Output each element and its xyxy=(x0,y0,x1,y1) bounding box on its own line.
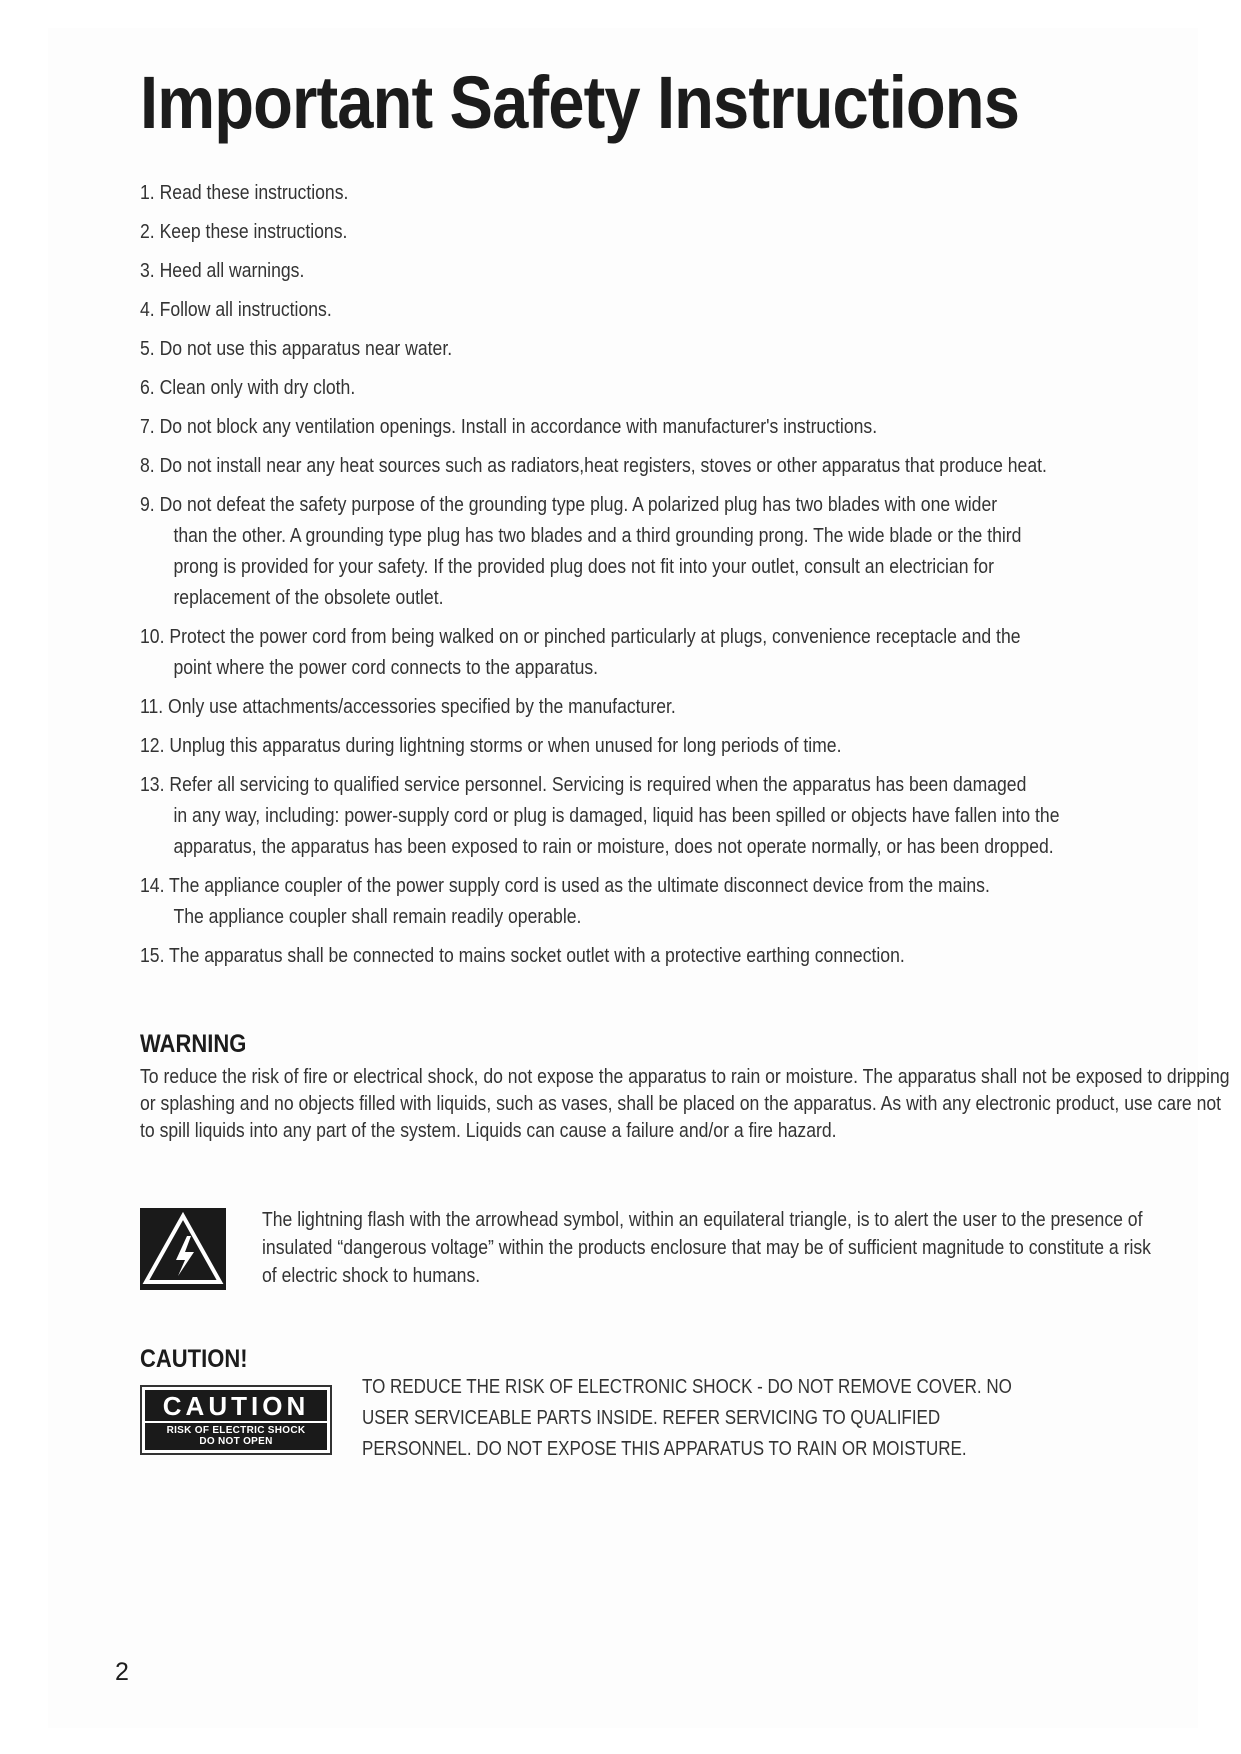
lightning-triangle-icon xyxy=(140,1208,226,1290)
instruction-item xyxy=(140,373,1080,404)
instruction-text: 1. Read these instructions. xyxy=(140,182,349,204)
instruction-item xyxy=(140,731,1080,762)
instruction-text: 12. Unplug this apparatus during lightning storms or when unused for long periods of time. xyxy=(140,735,842,757)
instruction-text: 4. Follow all instructions. xyxy=(140,299,332,321)
instructions-list xyxy=(140,178,1080,980)
instruction-item xyxy=(140,295,1080,326)
instruction-continuation: point where the power cord connects to the apparatus. xyxy=(173,657,599,679)
instruction-item xyxy=(140,490,1080,614)
instruction-item xyxy=(140,451,1080,482)
instruction-item xyxy=(140,334,1080,365)
instruction-text: 6. Clean only with dry cloth. xyxy=(140,377,356,399)
instruction-text: 9. Do not defeat the safety purpose of the grounding type plug. A polarized plug has two blades with one wider xyxy=(140,494,998,516)
caution-label-line-1: RISK OF ELECTRIC SHOCK xyxy=(166,1425,306,1436)
caution-label-line-2: DO NOT OPEN xyxy=(199,1436,273,1447)
instruction-item xyxy=(140,412,1080,443)
instruction-text: 5. Do not use this apparatus near water. xyxy=(140,338,453,360)
instruction-text: 10. Protect the power cord from being walked on or pinched particularly at plugs, convenience receptacle and the xyxy=(140,626,1021,648)
caution-label-title: CAUTION xyxy=(162,1391,310,1421)
instruction-text: 2. Keep these instructions. xyxy=(140,221,348,243)
warning-text: To reduce the risk of fire or electrical shock, do not expose the apparatus to rain or moisture. The apparatus shall not be exposed to dripping or splashing and no objects filled with liquids, such as vases, shall be placed on the apparatus. As with any electronic product, use care not to spill liquids into any part of the system. Liquids can cause a failure and/or a fire hazard. xyxy=(140,1066,1230,1142)
instruction-item xyxy=(140,256,1080,287)
page-number: 2 xyxy=(115,1658,129,1686)
instruction-text: 8. Do not install near any heat sources such as radiators,heat registers, stoves or other apparatus that produce heat. xyxy=(140,455,1047,477)
page-title: Important Safety Instructions xyxy=(140,61,1020,144)
instruction-item xyxy=(140,217,1080,248)
instruction-continuation: The appliance coupler shall remain readily operable. xyxy=(173,906,582,928)
instruction-item xyxy=(140,178,1080,209)
instruction-continuation: prong is provided for your safety. If the provided plug does not fit into your outlet, consult an electrician for xyxy=(173,556,994,578)
instruction-text: 3. Heed all warnings. xyxy=(140,260,305,282)
instruction-continuation: in any way, including: power-supply cord or plug is damaged, liquid has been spilled or objects have fallen into the xyxy=(173,805,1060,827)
caution-label-divider xyxy=(145,1421,327,1423)
instruction-item xyxy=(140,622,1080,684)
warning-heading: WARNING xyxy=(140,1030,247,1058)
instruction-text: 13. Refer all servicing to qualified service personnel. Servicing is required when the apparatus has been damaged xyxy=(140,774,1027,796)
instruction-text: 14. The appliance coupler of the power supply cord is used as the ultimate disconnect device from the mains. xyxy=(140,875,990,897)
instruction-continuation: replacement of the obsolete outlet. xyxy=(173,587,444,609)
instruction-item xyxy=(140,941,1080,972)
caution-text: TO REDUCE THE RISK OF ELECTRONIC SHOCK - DO NOT REMOVE COVER. NO USER SERVICEABLE PARTS INSIDE. REFER SERVICING TO QUALIFIED PERSONNEL. DO NOT EXPOSE THIS APPARATUS TO RAIN OR MOISTURE. xyxy=(362,1376,1012,1460)
instruction-item xyxy=(140,770,1080,863)
instruction-item xyxy=(140,692,1080,723)
instruction-continuation: apparatus, the apparatus has been exposed to rain or moisture, does not operate normally, or has been dropped. xyxy=(173,836,1054,858)
instruction-item xyxy=(140,871,1080,933)
instruction-continuation: than the other. A grounding type plug has two blades and a third grounding prong. The wide blade or the third xyxy=(173,525,1022,547)
instruction-text: 7. Do not block any ventilation openings. Install in accordance with manufacturer's instructions. xyxy=(140,416,878,438)
caution-label xyxy=(140,1385,332,1455)
instruction-text: 15. The apparatus shall be connected to mains socket outlet with a protective earthing connection. xyxy=(140,945,905,967)
caution-heading: CAUTION! xyxy=(140,1345,248,1373)
instruction-text: 11. Only use attachments/accessories specified by the manufacturer. xyxy=(140,696,676,718)
hazard-description: The lightning flash with the arrowhead symbol, within an equilateral triangle, is to alert the user to the presence of insulated “dangerous voltage” within the products enclosure that may be of sufficient magnitude to constitute a risk of electric shock to humans. xyxy=(262,1209,1151,1287)
